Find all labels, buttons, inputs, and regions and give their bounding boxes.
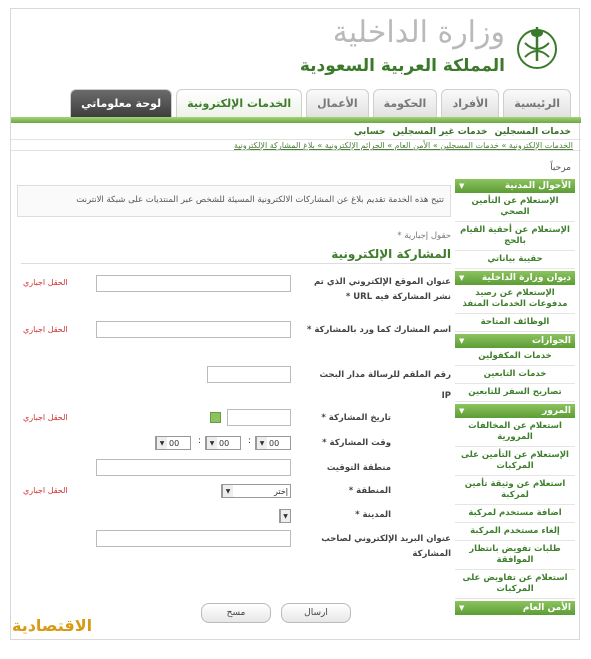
sidebar-item[interactable]: الإستعلام عن التأمين الصحي [455, 193, 575, 222]
ip-label: IP [441, 391, 451, 401]
tab-eservices[interactable]: الخدمات الإلكترونية [176, 89, 302, 117]
sidebar [455, 163, 575, 615]
region-select[interactable] [221, 484, 291, 498]
triangle-down-icon: ▼ [459, 604, 465, 612]
ministry-emblem-icon [515, 21, 559, 71]
tab-business[interactable]: الأعمال [306, 89, 369, 117]
sub-navigation [350, 127, 571, 137]
required-indicator: الحقل اجباري [23, 486, 68, 495]
sidebar-item[interactable]: الإستعلام عن التأمين على المركبات [455, 447, 575, 476]
send-button[interactable]: ارسال [281, 603, 351, 623]
section-title: الأحوال المدنية [504, 181, 571, 191]
sidebar-section-ministry-office[interactable] [455, 271, 575, 285]
hours-select[interactable] [255, 436, 291, 450]
sidebar-item[interactable]: خدمات المكفولين [455, 348, 575, 366]
section-title: المرور [542, 406, 571, 416]
participant-name-label: اسم المشارك كما ورد بالمشاركة * [307, 325, 451, 335]
sidebar-section-passports[interactable] [455, 334, 575, 348]
message-number-input[interactable] [207, 366, 291, 383]
tab-individuals[interactable]: الأفراد [441, 89, 499, 117]
sidebar-item[interactable]: استعلام عن وثيقة تأمين لمركبة [455, 476, 575, 505]
time-separator: : [197, 436, 201, 446]
sidebar-item[interactable]: الوظائف المتاحة [455, 314, 575, 332]
site-address-input[interactable] [96, 275, 291, 292]
ministry-title: وزارة الداخلية [332, 15, 505, 50]
triangle-down-icon: ▼ [459, 337, 465, 345]
required-indicator: الحقل اجباري [23, 413, 68, 422]
minutes-select[interactable] [205, 436, 241, 450]
dropdown-arrow-icon: ▼ [206, 437, 217, 449]
owner-email-input[interactable] [96, 530, 291, 547]
region-value: إختر [274, 486, 288, 496]
sidebar-item[interactable]: إلغاء مستخدم المركبة [455, 523, 575, 541]
required-fields-note: حقول إجبارية * [397, 231, 451, 241]
clear-button[interactable]: مسح [201, 603, 271, 623]
sidebar-item[interactable]: الإستعلام عن رصيد مدفوعات الخدمات المنفذ [455, 285, 575, 314]
region-label: المنطقة * [348, 486, 391, 496]
sidebar-item[interactable]: تصاريح السفر للتابعين [455, 384, 575, 402]
breadcrumb[interactable]: الخدمات الإلكترونية » خدمات المسجلين » الأمن العام » الجرائم الإلكترونية » بلاغ المشاركة الإلكترونية [11, 139, 581, 151]
site-address-label: عنوان الموقع الإلكتروني الذي تم نشر المشاركة فيه URL * [314, 277, 451, 302]
section-title: ديوان وزارة الداخلية [481, 273, 571, 283]
sidebar-section-civil-affairs[interactable] [455, 179, 575, 193]
sidebar-section-traffic[interactable] [455, 404, 575, 418]
kingdom-title: المملكة العربية السعودية [299, 56, 505, 76]
city-label: المدينة * [355, 510, 391, 520]
main-tabs [70, 89, 571, 117]
triangle-down-icon: ▼ [459, 274, 465, 282]
tabs-underline [11, 117, 581, 123]
owner-email-label: عنوان البريد الإلكتروني لصاحب المشاركة [321, 534, 451, 559]
sidebar-item[interactable]: استعلام عن المخالفات المرورية [455, 418, 575, 447]
sidebar-item[interactable]: طلبات تفويض بانتظار الموافقة [455, 541, 575, 570]
tab-government[interactable]: الحكومة [373, 89, 438, 117]
post-date-input[interactable] [227, 409, 291, 426]
sidebar-section-public-security[interactable] [455, 601, 575, 615]
time-separator: : [247, 436, 251, 446]
calendar-icon[interactable] [210, 412, 221, 423]
subnav-registered[interactable]: خدمات المسجلين [494, 127, 571, 137]
required-indicator: الحقل اجباري [23, 325, 68, 334]
minutes-value: 00 [219, 438, 230, 448]
service-description: تتيح هذه الخدمة تقديم بلاغ عن المشاركات الالكترونية المسيئة للشخص عبر المنتديات على شبكة الانترنت [17, 185, 451, 217]
timezone-label: منطقة التوقيت [326, 463, 391, 473]
sidebar-item[interactable]: اضافة مستخدم لمركبة [455, 505, 575, 523]
tab-home[interactable]: الرئيسية [503, 89, 571, 117]
dropdown-arrow-icon: ▼ [156, 437, 167, 449]
subnav-unregistered[interactable]: خدمات غير المسجلين [392, 127, 488, 137]
sidebar-item[interactable]: خدمات التابعين [455, 366, 575, 384]
dropdown-arrow-icon: ▼ [280, 510, 290, 522]
city-select[interactable] [279, 509, 291, 523]
participant-name-input[interactable] [96, 321, 291, 338]
timezone-input[interactable] [96, 459, 291, 476]
sidebar-item[interactable]: استعلام عن تفاويض على المركبات [455, 570, 575, 599]
welcome-text: مرحباً [550, 163, 571, 173]
publisher-watermark: الاقتصادية [12, 616, 93, 635]
page-frame [10, 8, 580, 640]
sidebar-item[interactable]: حقيبة بياناتي [455, 251, 575, 269]
required-indicator: الحقل اجباري [23, 278, 68, 287]
section-title: الجوازات [532, 336, 571, 346]
subnav-my-account[interactable]: حسابي [353, 127, 386, 137]
message-number-label: رقم الملقم للرسالة مدار البحث [319, 370, 451, 380]
seconds-select[interactable] [155, 436, 191, 450]
triangle-down-icon: ▼ [459, 182, 465, 190]
dropdown-arrow-icon: ▼ [222, 485, 233, 497]
hours-value: 00 [269, 438, 280, 448]
section-title: الأمن العام [522, 603, 571, 613]
seconds-value: 00 [169, 438, 180, 448]
post-time-label: وقت المشاركة * [322, 438, 391, 448]
post-date-label: تاريخ المشاركة * [321, 413, 391, 423]
triangle-down-icon: ▼ [459, 407, 465, 415]
dropdown-arrow-icon: ▼ [256, 437, 267, 449]
sidebar-item[interactable]: الإستعلام عن أحقية القيام بالحج [455, 222, 575, 251]
form-title: المشاركة الإلكترونية [21, 247, 451, 264]
tab-my-dashboard[interactable]: لوحة معلوماتي [70, 89, 172, 117]
site-header [11, 9, 581, 89]
